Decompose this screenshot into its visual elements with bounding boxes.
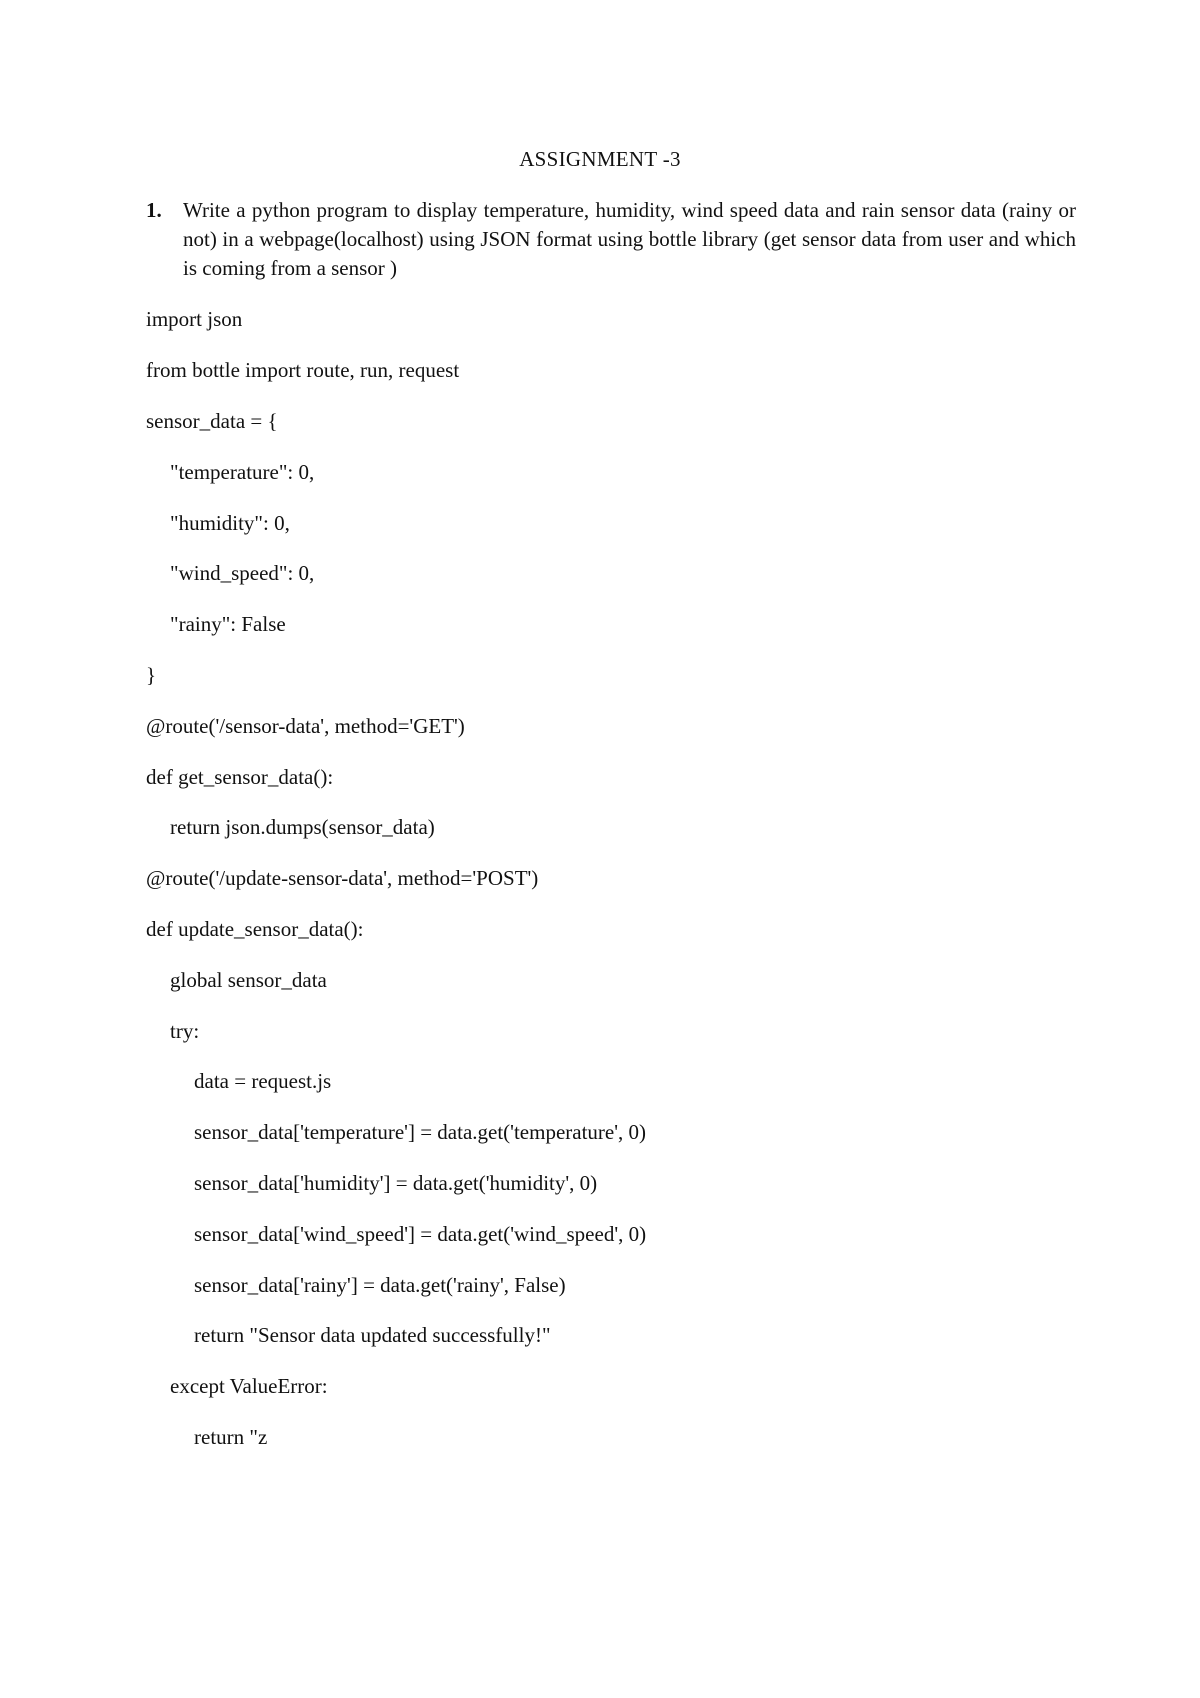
code-line-10: def get_sensor_data(): bbox=[146, 765, 334, 789]
code-line-6: "wind_speed": 0, bbox=[170, 561, 315, 585]
code-line-17: sensor_data['temperature'] = data.get('temperature', 0) bbox=[194, 1120, 647, 1144]
question-number: 1. bbox=[146, 198, 162, 222]
question-1 bbox=[146, 196, 1076, 283]
code-line-3: sensor_data = { bbox=[146, 409, 278, 433]
code-line-1: import json bbox=[146, 307, 243, 331]
code-line-14: global sensor_data bbox=[170, 968, 327, 992]
code-line-20: sensor_data['rainy'] = data.get('rainy', False) bbox=[194, 1273, 566, 1297]
code-line-16: data = request.js bbox=[194, 1069, 332, 1093]
code-line-8: } bbox=[146, 663, 157, 687]
code-line-23: return "z bbox=[194, 1425, 268, 1449]
code-line-4: "temperature": 0, bbox=[170, 460, 315, 484]
code-line-5: "humidity": 0, bbox=[170, 511, 290, 535]
code-line-12: @route('/update-sensor-data', method='POST') bbox=[146, 866, 539, 890]
assignment-title: ASSIGNMENT -3 bbox=[519, 147, 681, 171]
code-line-15: try: bbox=[170, 1019, 200, 1043]
code-line-9: @route('/sensor-data', method='GET') bbox=[146, 714, 465, 738]
code-line-19: sensor_data['wind_speed'] = data.get('wind_speed', 0) bbox=[194, 1222, 647, 1246]
code-line-7: "rainy": False bbox=[170, 612, 286, 636]
code-line-11: return json.dumps(sensor_data) bbox=[170, 815, 435, 839]
code-line-18: sensor_data['humidity'] = data.get('humidity', 0) bbox=[194, 1171, 598, 1195]
code-line-22: except ValueError: bbox=[170, 1374, 328, 1398]
question-text: Write a python program to display temperature, humidity, wind speed data and rain sensor data (rainy or not) in a webpage(localhost) using JSON format using bottle library (get sensor data from user and which is coming from a sensor ) bbox=[183, 198, 1076, 280]
code-line-2: from bottle import route, run, request bbox=[146, 358, 460, 382]
code-line-21: return "Sensor data updated successfully!" bbox=[194, 1323, 551, 1347]
code-line-13: def update_sensor_data(): bbox=[146, 917, 364, 941]
